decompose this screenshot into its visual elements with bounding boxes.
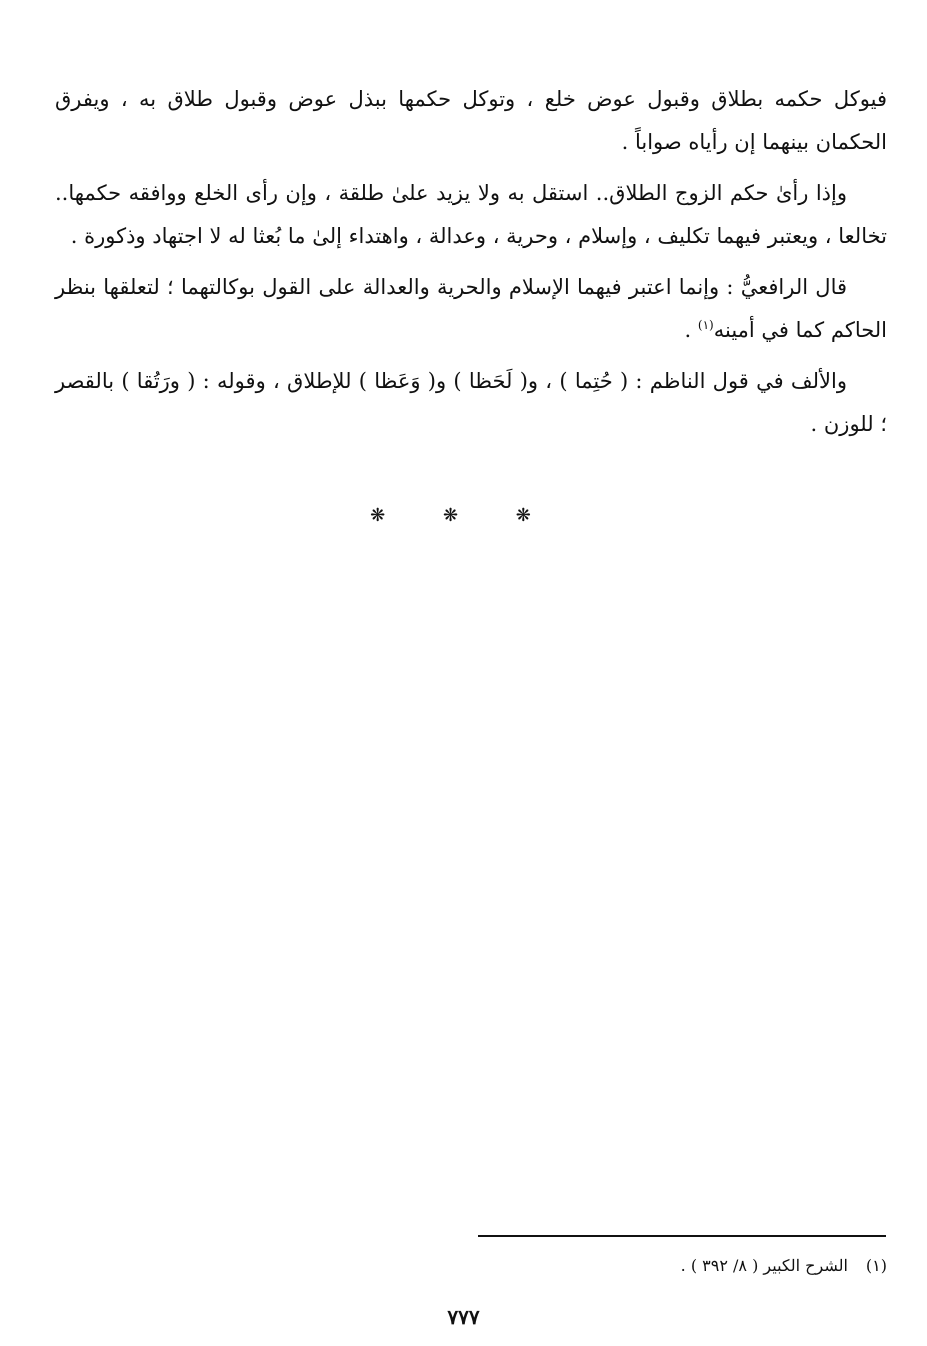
paragraph-3-tail: . xyxy=(684,318,698,342)
paragraph-1: فيوكل حكمه بطلاق وقبول عوض خلع ، وتوكل حكمها ببذل عوض وقبول طلاق به ، ويفرق الحكمان بينهما إن رأياه صواباً . xyxy=(55,87,887,154)
footnote-number: (١) xyxy=(865,1256,887,1275)
footnote xyxy=(287,1253,887,1279)
section-separator: ❋ ❋ ❋ xyxy=(370,505,557,526)
paragraph-4: والألف في قول الناظم : ( حُتِما ) ، و( لَحَظا ) و( وَعَظا ) للإطلاق ، وقوله : ( ورَتُقا ) بالقصر ؛ للوزن . xyxy=(55,369,887,436)
page-number: ٧٧٧ xyxy=(447,1305,480,1329)
paragraph-3 xyxy=(55,266,887,352)
footnote-reference: (١) xyxy=(697,318,714,332)
paragraph-2: وإذا رأىٰ حكم الزوج الطلاق.. استقل به ولا يزيد علىٰ طلقة ، وإن رأى الخلع ووافقه حكمها.. تخالعا ، ويعتبر فيهما تكليف ، وإسلام ، وحرية ، وعدالة ، واهتداء إلىٰ ما بُعثا له لا اجتهاد وذكورة . xyxy=(55,181,887,248)
footnote-text: الشرح الكبير ( ٨/ ٣٩٢ ) . xyxy=(680,1256,848,1275)
paragraph-3-text: قال الرافعيُّ : وإنما اعتبر فيهما الإسلام والحرية والعدالة على القول بوكالتهما ؛ لتعلقها بنظر الحاكم كما في أمينه xyxy=(55,275,887,342)
footnote-divider xyxy=(478,1235,886,1237)
main-text xyxy=(55,78,887,454)
